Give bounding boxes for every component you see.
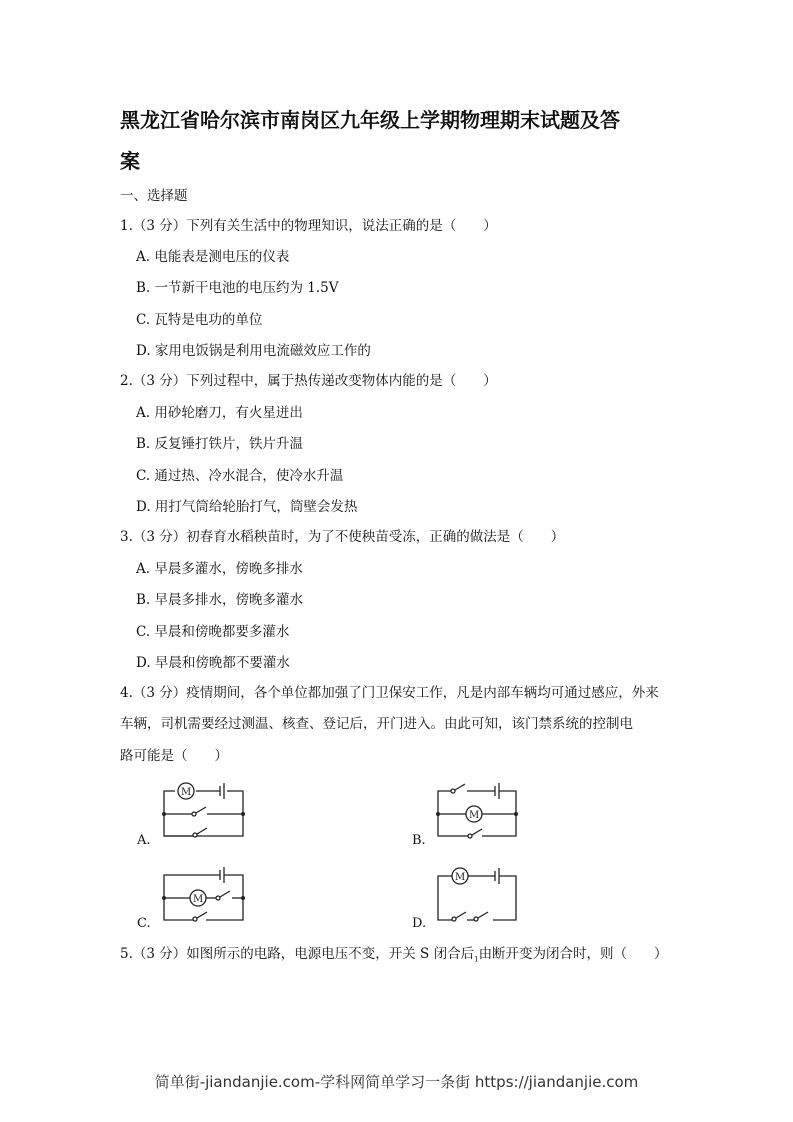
- q4-stem-line1: 4.（3 分）疫情期间，各个单位都加强了门卫保安工作，凡是内部车辆均可通过感应，外来: [120, 685, 659, 701]
- q4-option-a-label: A.: [137, 833, 151, 848]
- q1-stem: 1.（3 分）下列有关生活中的物理知识，说法正确的是（ ）: [120, 218, 497, 234]
- q3-option-d: D. 早晨和傍晚都不要灌水: [136, 655, 290, 671]
- q5-subscript: 1: [474, 955, 479, 964]
- q5-stem: [120, 946, 668, 968]
- q4-option-d-label: D.: [412, 916, 427, 931]
- q2-option-c: C. 通过热、冷水混合，使冷水升温: [136, 468, 344, 484]
- svg-text:M: M: [455, 872, 466, 883]
- doc-title-line2: 案: [120, 149, 140, 173]
- q2-option-b: B. 反复锤打铁片，铁片升温: [136, 436, 304, 452]
- q5-stem-part2: 由断开变为闭合时，则（ ）: [478, 946, 668, 962]
- q2-option-a: A. 用砂轮磨刀，有火星迸出: [136, 405, 303, 421]
- q4-stem-line3: 路可能是（ ）: [120, 748, 228, 764]
- q1-option-b: B. 一节新干电池的电压约为 1.5V: [136, 280, 339, 296]
- q1-option-a: A. 电能表是测电压的仪表: [136, 249, 290, 265]
- q1-option-d: D. 家用电饭锅是利用电流磁效应工作的: [136, 343, 371, 359]
- q2-option-d: D. 用打气筒给轮胎打气，筒壁会发热: [136, 499, 358, 515]
- q5-stem-part1: 5.（3 分）如图所示的电路，电源电压不变，开关 S 闭合后: [120, 946, 475, 962]
- svg-text:M: M: [181, 787, 192, 798]
- q3-option-a: A. 早晨多灌水，傍晚多排水: [136, 561, 303, 577]
- q3-option-c: C. 早晨和傍晚都要多灌水: [136, 624, 290, 640]
- q1-option-c: C. 瓦特是电功的单位: [136, 312, 263, 328]
- svg-text:M: M: [193, 894, 204, 905]
- doc-title-line1: 黑龙江省哈尔滨市南岗区九年级上学期物理期末试题及答: [120, 108, 620, 132]
- section-heading: 一、选择题: [120, 188, 188, 204]
- footer-watermark: 简单街-jiandanjie.com-学科网简单学习一条街 https://jiandanjie.com: [154, 1073, 639, 1091]
- q3-option-b: B. 早晨多排水，傍晚多灌水: [136, 592, 304, 608]
- svg-text:M: M: [469, 810, 480, 821]
- q3-stem: 3.（3 分）初春育水稻秧苗时，为了不使秧苗受冻，正确的做法是（ ）: [120, 529, 565, 545]
- q4-option-b-label: B.: [412, 833, 426, 848]
- q4-stem-line2: 车辆，司机需要经过测温、核查、登记后，开门进入。由此可知，该门禁系统的控制电: [120, 716, 633, 732]
- q2-stem: 2.（3 分）下列过程中，属于热传递改变物体内能的是（ ）: [120, 373, 497, 389]
- q4-option-c-label: C.: [137, 916, 151, 931]
